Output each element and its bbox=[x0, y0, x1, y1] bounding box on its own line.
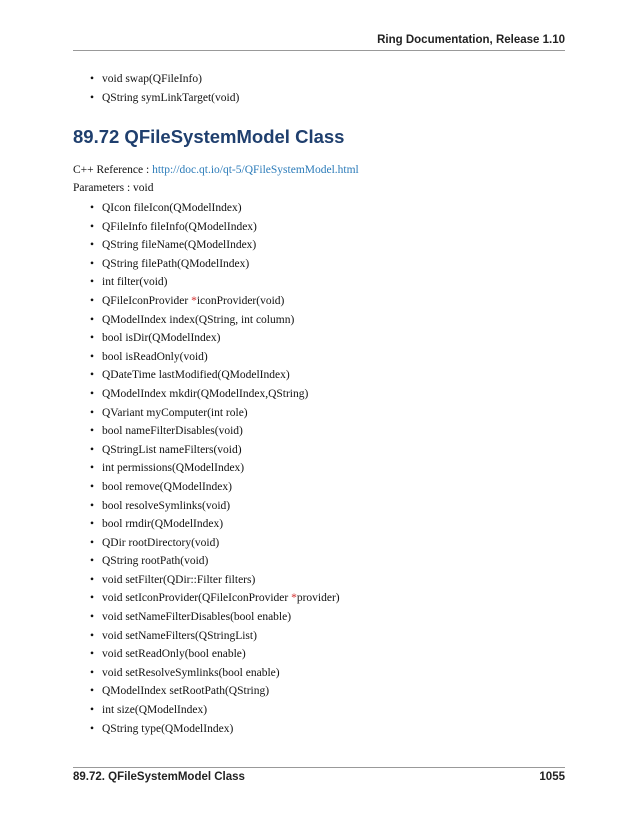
bullet: • bbox=[90, 629, 95, 642]
list-item bbox=[90, 422, 340, 441]
method-signature: int permissions(QModelIndex) bbox=[102, 462, 245, 475]
list-item bbox=[90, 70, 239, 89]
bullet: • bbox=[90, 91, 95, 104]
list-item bbox=[90, 385, 340, 404]
bullet: • bbox=[90, 555, 95, 568]
list-item bbox=[90, 478, 340, 497]
list-item bbox=[90, 459, 340, 478]
method-signature: int size(QModelIndex) bbox=[102, 704, 208, 717]
list-item bbox=[90, 255, 340, 274]
list-item bbox=[90, 273, 340, 292]
list-item bbox=[90, 329, 340, 348]
reference-label: C++ Reference : bbox=[73, 164, 153, 176]
bullet: • bbox=[90, 462, 95, 475]
list-item bbox=[90, 311, 340, 330]
section-heading: 89.72 QFileSystemModel Class bbox=[73, 126, 345, 147]
list-item bbox=[90, 645, 340, 664]
list-item bbox=[90, 441, 340, 460]
top-method-list bbox=[90, 70, 239, 107]
bullet: • bbox=[90, 704, 95, 717]
bullet: • bbox=[90, 443, 95, 456]
bullet: • bbox=[90, 518, 95, 531]
method-signature: void setFilter(QDir::Filter filters) bbox=[102, 573, 256, 586]
bullet: • bbox=[90, 685, 95, 698]
bullet: • bbox=[90, 499, 95, 512]
list-item bbox=[90, 627, 340, 646]
parameters-line: Parameters : void bbox=[73, 182, 154, 194]
list-item bbox=[90, 404, 340, 423]
bullet: • bbox=[90, 387, 95, 400]
reference-link[interactable]: http://doc.qt.io/qt-5/QFileSystemModel.html bbox=[152, 164, 359, 176]
method-signature: QModelIndex mkdir(QModelIndex,QString) bbox=[102, 387, 309, 400]
list-item bbox=[90, 292, 340, 311]
method-signature: QFileInfo fileInfo(QModelIndex) bbox=[102, 220, 257, 233]
bullet: • bbox=[90, 257, 95, 270]
bullet: • bbox=[90, 294, 95, 307]
list-item bbox=[90, 664, 340, 683]
method-signature: bool resolveSymlinks(void) bbox=[102, 499, 231, 512]
method-signature: bool nameFilterDisables(void) bbox=[102, 425, 243, 438]
bullet: • bbox=[90, 202, 95, 214]
list-item bbox=[90, 366, 340, 385]
bullet: • bbox=[90, 480, 95, 493]
method-signature: QVariant myComputer(int role) bbox=[102, 406, 248, 419]
method-signature: QString filePath(QModelIndex) bbox=[102, 257, 250, 270]
bullet: • bbox=[90, 332, 95, 345]
footer-section: 89.72. QFileSystemModel Class bbox=[73, 771, 245, 783]
list-item bbox=[90, 236, 340, 255]
method-signature: QDateTime lastModified(QModelIndex) bbox=[102, 369, 290, 382]
bullet: • bbox=[90, 313, 95, 326]
bullet: • bbox=[90, 406, 95, 419]
method-signature: void setIconProvider(QFileIconProvider bbox=[102, 592, 292, 605]
method-signature: int filter(void) bbox=[102, 276, 168, 289]
method-signature-rest: iconProvider(void) bbox=[196, 294, 285, 307]
method-signature-rest: provider) bbox=[296, 592, 340, 605]
list-item bbox=[90, 515, 340, 534]
list-item bbox=[90, 552, 340, 571]
method-signature: QString rootPath(void) bbox=[102, 555, 209, 568]
bullet: • bbox=[90, 592, 95, 605]
method-signature: void setReadOnly(bool enable) bbox=[102, 648, 246, 661]
bullet: • bbox=[90, 648, 95, 661]
list-item bbox=[90, 701, 340, 720]
bullet: • bbox=[90, 573, 95, 586]
list-item bbox=[90, 199, 340, 218]
method-signature: QString symLinkTarget(void) bbox=[102, 91, 240, 104]
method-signature: void setNameFilterDisables(bool enable) bbox=[102, 611, 292, 624]
bullet: • bbox=[90, 73, 95, 85]
bullet: • bbox=[90, 611, 95, 624]
header-divider bbox=[73, 50, 565, 51]
bullet: • bbox=[90, 722, 95, 735]
list-item bbox=[90, 589, 340, 608]
list-item bbox=[90, 534, 340, 553]
bullet: • bbox=[90, 276, 95, 289]
bullet: • bbox=[90, 425, 95, 438]
method-signature: QFileIconProvider bbox=[102, 294, 192, 307]
method-signature: void swap(QFileInfo) bbox=[102, 73, 202, 85]
list-item bbox=[90, 89, 239, 108]
bullet: • bbox=[90, 536, 95, 549]
method-signature: void setResolveSymlinks(bool enable) bbox=[102, 666, 280, 679]
method-signature: bool rmdir(QModelIndex) bbox=[102, 518, 224, 531]
method-list bbox=[90, 199, 340, 738]
bullet: • bbox=[90, 239, 95, 252]
list-item bbox=[90, 682, 340, 701]
footer-divider bbox=[73, 767, 565, 768]
method-signature: bool remove(QModelIndex) bbox=[102, 480, 232, 493]
method-signature: QString fileName(QModelIndex) bbox=[102, 239, 257, 252]
list-item bbox=[90, 608, 340, 627]
bullet: • bbox=[90, 369, 95, 382]
method-signature: QString type(QModelIndex) bbox=[102, 722, 234, 735]
pointer-asterisk: * bbox=[291, 592, 297, 605]
pointer-asterisk: * bbox=[191, 294, 197, 307]
method-signature: bool isDir(QModelIndex) bbox=[102, 332, 221, 345]
method-signature: QIcon fileIcon(QModelIndex) bbox=[102, 202, 242, 214]
list-item bbox=[90, 571, 340, 590]
list-item bbox=[90, 348, 340, 367]
method-signature: QStringList nameFilters(void) bbox=[102, 443, 242, 456]
method-signature: QModelIndex setRootPath(QString) bbox=[102, 685, 270, 698]
bullet: • bbox=[90, 666, 95, 679]
cpp-reference bbox=[73, 164, 359, 176]
method-signature: bool isReadOnly(void) bbox=[102, 350, 208, 363]
list-item bbox=[90, 720, 340, 739]
method-signature: void setNameFilters(QStringList) bbox=[102, 629, 257, 642]
bullet: • bbox=[90, 350, 95, 363]
method-signature: QDir rootDirectory(void) bbox=[102, 536, 220, 549]
method-signature: QModelIndex index(QString, int column) bbox=[102, 313, 295, 326]
list-item bbox=[90, 497, 340, 516]
bullet: • bbox=[90, 220, 95, 233]
page-number: 1055 bbox=[539, 771, 565, 783]
running-header: Ring Documentation, Release 1.10 bbox=[377, 34, 565, 46]
list-item bbox=[90, 218, 340, 237]
